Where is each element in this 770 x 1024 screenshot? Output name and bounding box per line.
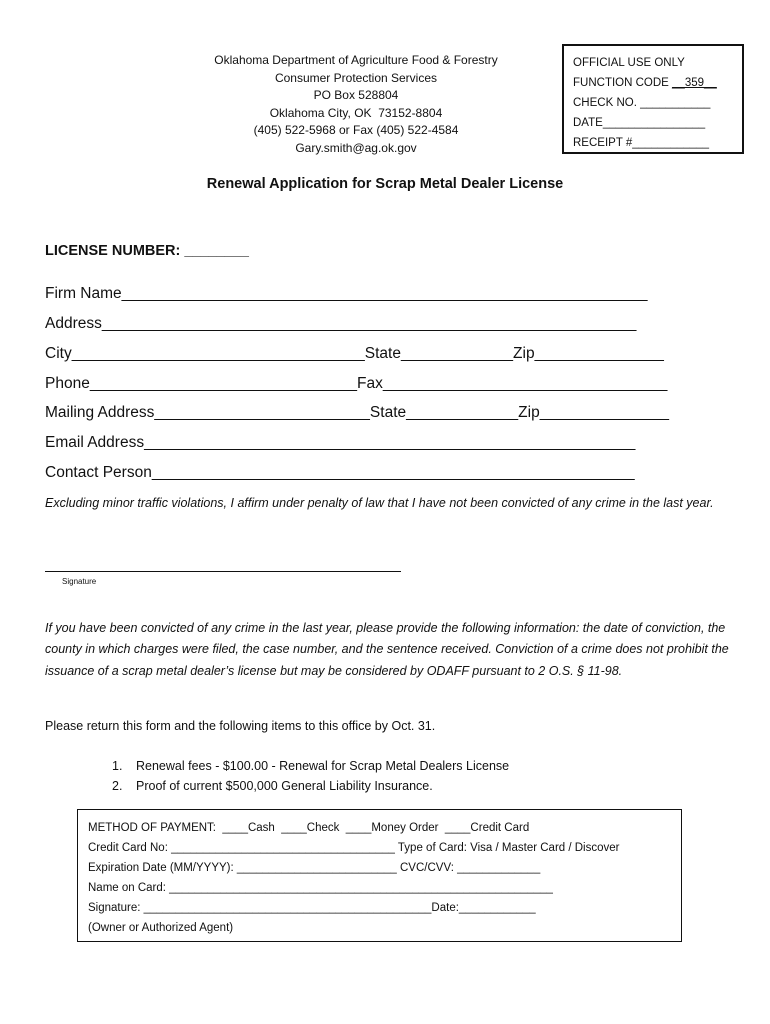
affirmation-text: Excluding minor traffic violations, I affirm under penalty of law that I have not been convicted of any crime in the last year. [45, 496, 714, 510]
city-state-zip-field[interactable]: City__________________________________State_____________Zip_______________ [45, 345, 664, 362]
official-use-title: OFFICIAL USE ONLY [573, 57, 685, 69]
agency-division: Consumer Protection Services [274, 70, 438, 85]
agency-email: Gary.smith@ag.ok.gov [295, 140, 417, 155]
function-code-line [573, 73, 742, 93]
required-items-list [112, 757, 509, 796]
list-item-number: 1. [112, 759, 123, 773]
license-number-field[interactable]: LICENSE NUMBER: ________ [45, 243, 249, 259]
payment-method-field[interactable]: METHOD OF PAYMENT: ____Cash ____Check ____Money Order ____Credit Card [88, 822, 530, 834]
mailing-address-field[interactable]: Mailing Address_________________________State_____________Zip_______________ [45, 404, 670, 421]
check-no-field[interactable]: CHECK NO. ___________ [573, 97, 711, 109]
list-item [112, 757, 509, 777]
function-code-value: __359__ [672, 77, 717, 89]
credit-card-number-field[interactable]: Credit Card No: ___________________________________ Type of Card: Visa / Master Card / Discover [88, 842, 620, 854]
date-field[interactable]: DATE________________ [573, 117, 706, 129]
form-title: Renewal Application for Scrap Metal Dealer License [206, 176, 564, 192]
list-item-text: Renewal fees - $100.00 - Renewal for Scrap Metal Dealers License [136, 759, 510, 773]
list-item-number: 2. [112, 778, 123, 793]
agency-phone-fax: (405) 522-5968 or Fax (405) 522-4584 [253, 123, 459, 137]
payment-box [77, 809, 682, 942]
phone-fax-field[interactable]: Phone_______________________________Fax_________________________________ [45, 375, 668, 392]
list-item-text: Proof of current $500,000 General Liability Insurance. [136, 778, 433, 793]
signature-line[interactable] [45, 571, 401, 572]
owner-agent-label: (Owner or Authorized Agent) [88, 922, 234, 934]
email-address-field[interactable]: Email Address_________________________________________________________ [45, 434, 636, 451]
name-on-card-field[interactable]: Name on Card: ____________________________________________________________ [88, 882, 553, 894]
firm-name-field[interactable]: Firm Name_____________________________________________________________ [45, 285, 648, 302]
function-code-label: FUNCTION CODE [573, 77, 673, 89]
signature-label: Signature [62, 577, 97, 586]
conviction-instructions: If you have been convicted of any crime in the last year, please provide the following information: the date of conviction, the county in which charges were filed, the case number, and the sentence received. Conviction of a crime does not prohibit the issuance of a scrap metal dealer’s license but may be considered by ODAFF pursuant to 2 O.S. § 11-98. [45, 621, 729, 678]
receipt-field[interactable]: RECEIPT #____________ [573, 137, 709, 149]
agency-po-box: PO Box 528804 [313, 88, 399, 102]
agency-city: Oklahoma City, OK 73152-8804 [269, 105, 443, 120]
payment-signature-field[interactable]: Signature: _____________________________________________Date:____________ [88, 902, 536, 914]
return-instructions: Please return this form and the following items to this office by Oct. 31. [45, 719, 436, 733]
expiration-cvc-field[interactable]: Expiration Date (MM/YYYY): _________________________ CVC/CVV: _____________ [88, 862, 541, 874]
address-field[interactable]: Address______________________________________________________________ [45, 315, 637, 332]
list-item [112, 777, 509, 797]
agency-name: Oklahoma Department of Agriculture Food & Forestry [214, 53, 498, 67]
agency-header [186, 52, 526, 157]
contact-person-field[interactable]: Contact Person________________________________________________________ [45, 464, 635, 481]
official-use-box [562, 44, 744, 154]
